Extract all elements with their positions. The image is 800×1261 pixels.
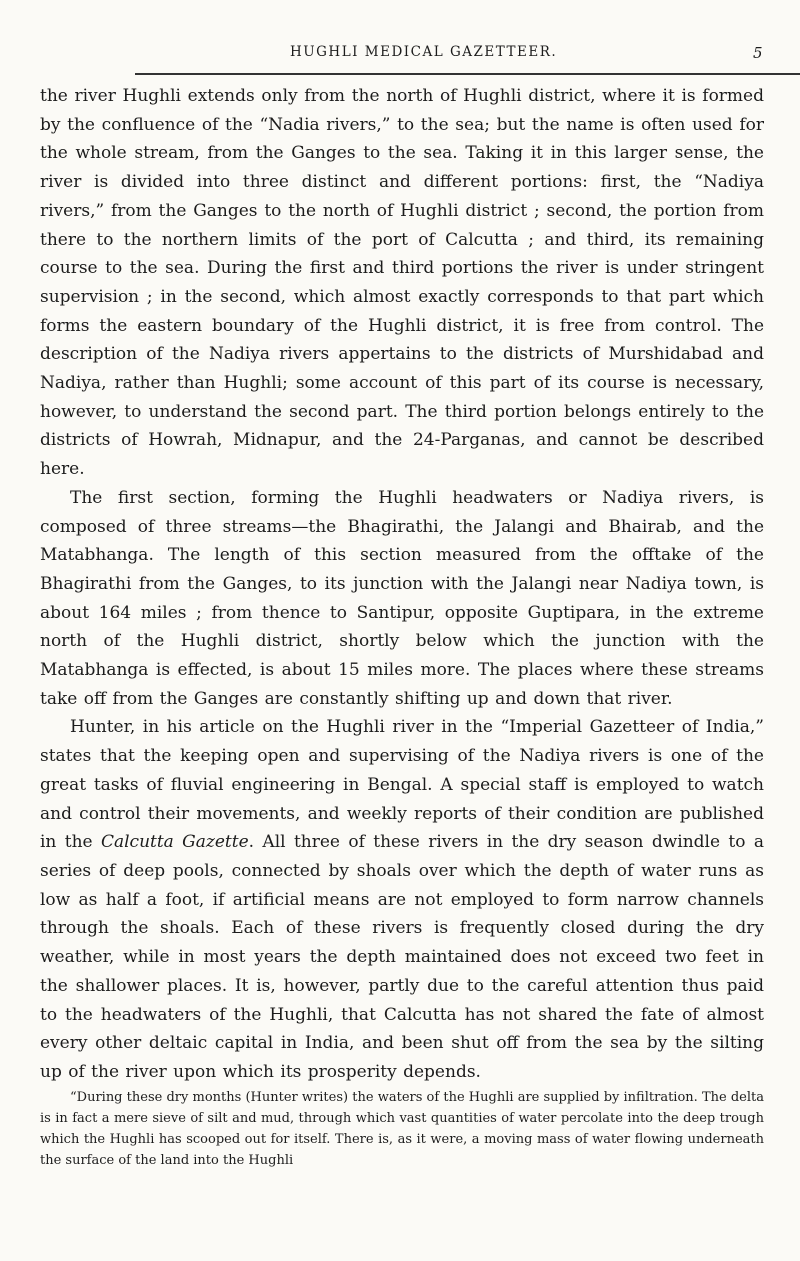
- paragraph-2: The first section, forming the Hughli headwaters or Nadiya rivers, is composed of three streams—the Bhagirathi, the Jalangi and Bhairab, and the Matabhanga. The length of this section measured from the offtake of the Bhagirathi from the Ganges, to its junction with the Jalangi near Nadiya town, is about 164 miles ; from thence to Santipur, opposite Guptipara, in the extreme north of the Hughli district, shortly below which the junction with the Matabhanga is effected, is about 15 miles more. The places where these streams take off from the Ganges are constantly shifting up and down that river.: [40, 487, 764, 709]
- paragraph-3-before: Hunter, in his article on the Hughli river in the “Imperial Gazetteer of India,” states that the keeping open and supervising of the Nadiya rivers is one of the great tasks of fluvial engineering in Bengal. A special staff is employed to watch and control their movements, and weekly reports of their condition are published in the: [40, 717, 764, 853]
- running-head: [40, 0, 764, 60]
- paragraph-3: [40, 713, 764, 1086]
- footnote: “During these dry months (Hunter writes) the waters of the Hughli are supplied by infiltration. The delta is in fact a mere sieve of silt and mud, through which vast quantities of water percolate into the deep trough which the Hughli has scooped out for itself. There is, as it were, a moving mass of water flowing underneath the surface of the land into the Hughli: [40, 1089, 764, 1168]
- paragraph-1: the river Hughli extends only from the north of Hughli district, where it is formed by the confluence of the “Nadia rivers,” to the sea; but the name is often used for the whole stream, from the Ganges to the sea. Taking it in this larger sense, the river is divided into three distinct and different portions: first, the “Nadiya rivers,” from the Ganges to the north of Hughli district ; second, the portion from there to the northern limits of the port of Calcutta ; and third, its remaining course to the sea. During the first and third portions the river is under stringent supervision ; in the second, which almost exactly corresponds to that part which forms the eastern boundary of the Hughli district, it is free from control. The description of the Nadiya rivers appertains to the districts of Murshidabad and Nadiya, rather than Hughli; some account of this part of its course is necessary, however, to understand the second part. The third portion belongs entirely to the districts of Howrah, Midnapur, and the 24-Parganas, and cannot be described here.: [40, 86, 764, 480]
- running-head-title: HUGHLI MEDICAL GAZETTEER.: [290, 44, 558, 60]
- body-text: [40, 82, 764, 1171]
- publication-title: Calcutta Gazette: [100, 832, 249, 853]
- header-rule: [135, 73, 800, 75]
- page-number: 5: [752, 44, 764, 62]
- paragraph-3-after: . All three of these rivers in the dry season dwindle to a series of deep pools, connected by shoals over which the depth of water runs as low as half a foot, if artificial means are not employed to form narrow channels through the shoals. Each of these rivers is frequently closed during the dry weather, while in most years the depth maintained does not exceed two feet in the shallower places. It is, however, partly due to the careful attention thus paid to the headwaters of the Hughli, that Calcutta has not shared the fate of almost every other deltaic capital in India, and been shut off from the sea by the silting up of the river upon which its prosperity depends.: [40, 832, 764, 1082]
